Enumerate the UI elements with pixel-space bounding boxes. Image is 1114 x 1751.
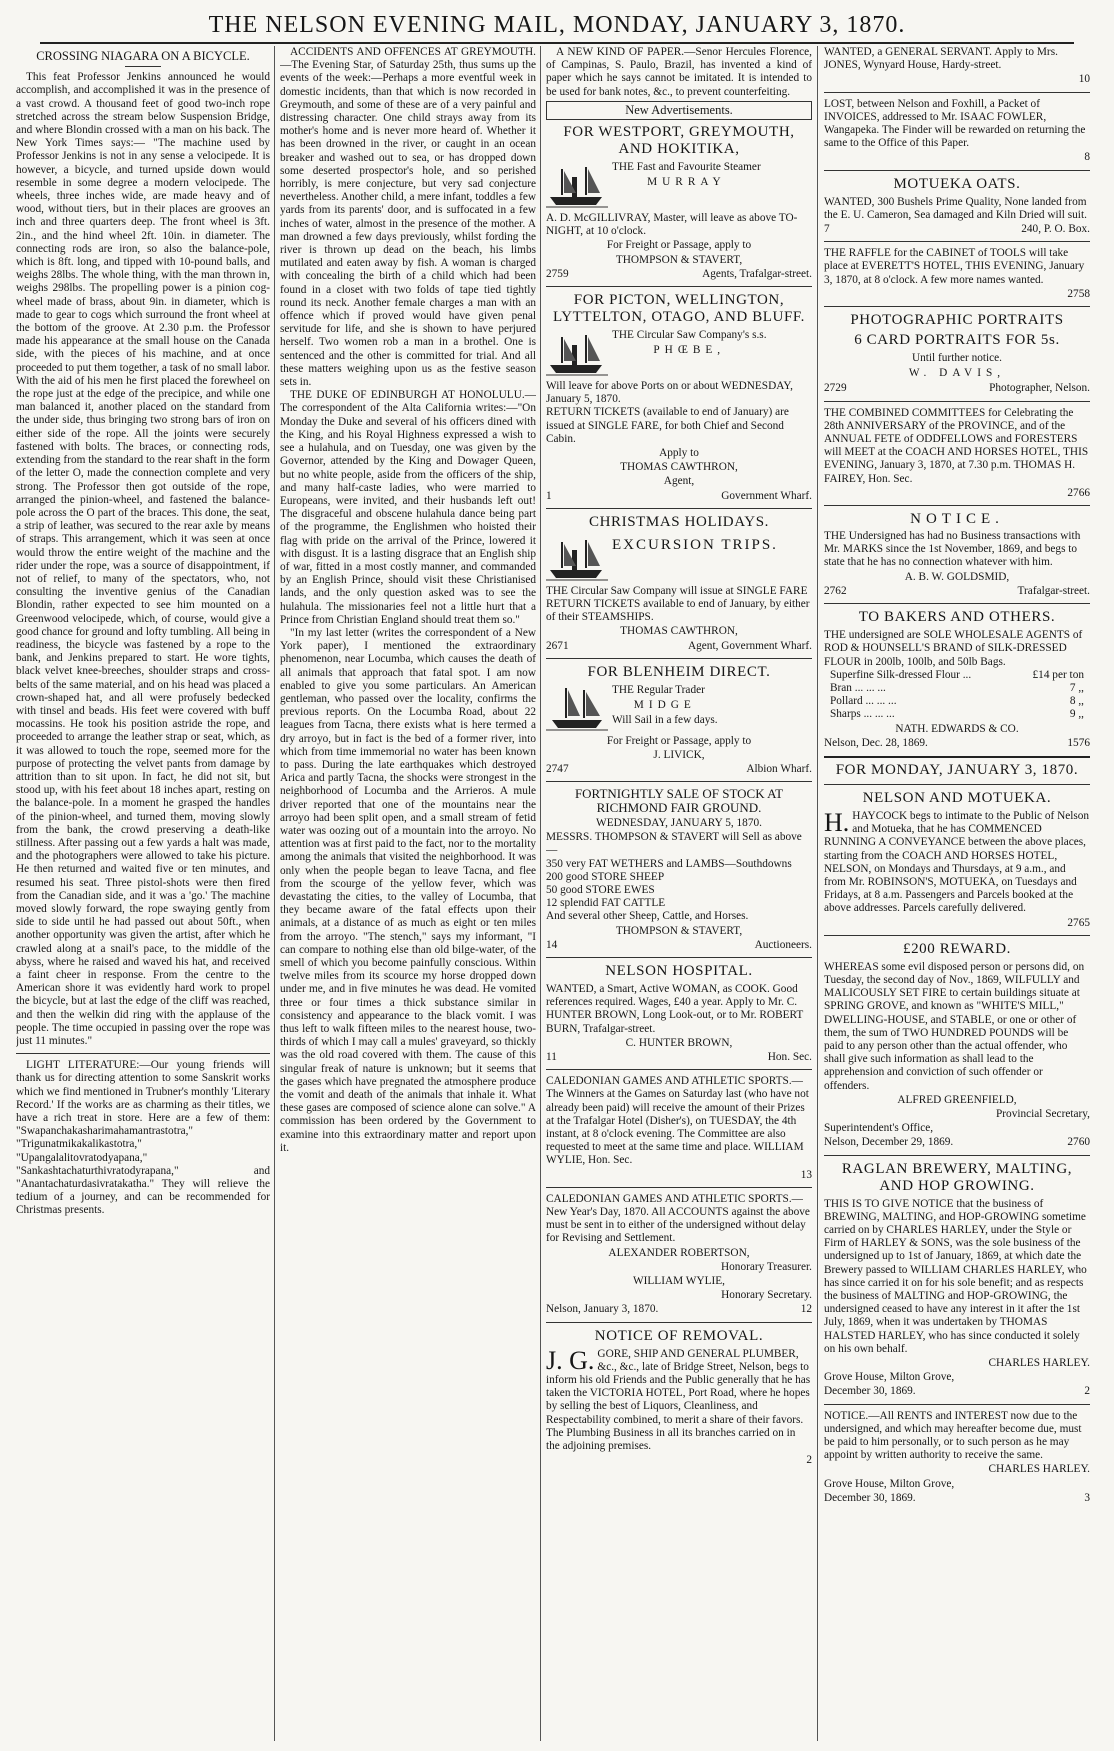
divider <box>546 286 812 287</box>
divider <box>824 1404 1090 1405</box>
steamer-icon <box>546 534 608 582</box>
ad-number: 12 <box>800 1303 812 1316</box>
ad-body: THE Circular Saw Company will issue at SINGLE FARE RETURN TICKETS available to end of January, by either of their STEAMSHIPS. <box>546 584 810 624</box>
ad-title: FOR BLENHEIM DIRECT. <box>587 663 771 680</box>
ad-footer <box>824 737 1090 750</box>
schooner-icon <box>546 684 608 732</box>
divider <box>546 658 812 659</box>
divider <box>546 1322 812 1323</box>
ad-role: 240, P. O. Box. <box>1021 223 1090 236</box>
ad-text: HAYCOCK begs to intimate to the Public of Nelson and Motueka, that he has COMMENCED RUNNING A CONVEYANCE between the above places, starting from the COACH AND HORSES HOTEL, NELSON, on Mondays and Thursdays, at 9 a.m., and from Mr. ROBINSON'S, MOTUEKA, on Tuesdays and Fridays, at 8 a.m. Passengers and Parcels booked at the above addresses. Parcels carefully delivered. <box>824 809 1090 915</box>
ad-heading: 6 CARD PORTRAITS FOR 5s. <box>854 332 1060 349</box>
ship-name: MIDGE <box>633 699 696 712</box>
ad-body: RETURN TICKETS (available to end of January) are issued at SINGLE FARE, for both Chief and Second Cabin. <box>546 406 789 445</box>
ad-body: NOTICE.—All RENTS and INTEREST now due to the undersigned, and which may hereafter become due, must be paid to him personally, or to such person as he may appoint by written authority to receive the same. <box>824 1409 1082 1462</box>
ad-line: THE Regular Trader <box>612 683 705 696</box>
divider <box>824 170 1090 171</box>
ad-date: WEDNESDAY, JANUARY 5, 1870. <box>596 816 762 829</box>
ad-footer <box>546 640 812 653</box>
ad-line: 50 good STORE EWES <box>546 883 655 896</box>
ad-title: FORTNIGHTLY SALE OF STOCK AT RICHMOND FAIR GROUND. <box>574 786 784 815</box>
ad-number: 7 <box>824 223 830 236</box>
divider <box>824 784 1090 785</box>
ad-number: 14 <box>546 938 558 951</box>
ad-line: Grove House, Milton Grove, <box>824 1371 955 1384</box>
ad-number: 8 <box>1084 151 1090 164</box>
ad-date: December 30, 1869. <box>824 1385 916 1398</box>
ad-role: Hon. Sec. <box>767 1050 812 1063</box>
ad-number: 13 <box>800 1168 812 1181</box>
ad-body: Will leave for above Ports on or about WEDNESDAY, January 5, 1870. <box>546 380 793 406</box>
ad-number: 3 <box>1084 1491 1090 1504</box>
divider <box>824 505 1090 506</box>
ad-title: CHRISTMAS HOLIDAYS. <box>588 513 770 530</box>
ad-line: For Freight or Passage, apply to <box>606 239 752 252</box>
ad-footer <box>546 939 812 952</box>
article-body: LIGHT LITERATURE:—Our young friends will thank us for directing attention to some Sanskrit works which we find mentioned in Trubner's monthly 'Literary Record.' If the works are as charming as their titles, we have a rich treat in store. Here are a few of them: "Swapanchakasharimahamantrastotra," "Trigunatmikakalikastotra," "Upangalalitovratodyapana," "Sankashtachaturthivratodyrapana," and "Anantachaturdasivratakatha." They will relieve the tedium of a journey, and can be recommended for Christmas presents. <box>16 1059 270 1217</box>
ad-title: RAGLAN BREWERY, MALTING, AND HOP GROWING. <box>841 1160 1073 1194</box>
ad-signature: A. B. W. GOLDSMID, <box>904 570 1010 583</box>
divider <box>546 1187 812 1188</box>
ad-number: 2759 <box>546 267 569 280</box>
ad-footer <box>546 1051 812 1064</box>
ad-line: Grove House, Milton Grove, <box>824 1477 955 1490</box>
divider <box>546 781 812 782</box>
ship-name: MURRAY <box>647 176 726 189</box>
ad-body: A. D. McGILLIVRAY, Master, will leave as above TO-NIGHT, at 10 o'clock. <box>546 212 798 238</box>
drop-initials: H. <box>824 807 850 837</box>
divider <box>16 1053 270 1054</box>
ad-signature: THOMPSON & STAVERT, <box>615 924 743 937</box>
ad-number: 2 <box>1084 1385 1090 1398</box>
article-body: A NEW KIND OF PAPER.—Senor Hercules Florence, of Campinas, S. Paulo, Brazil, has invented a kind of paper which he says cannot be imitated. It is intended to be used for bank notes, &c., to prevent counterfeiting. <box>546 46 812 98</box>
ad-title: NOTICE OF REMOVAL. <box>594 1327 764 1344</box>
ad-title: NOTICE. <box>910 511 1004 528</box>
ad-block <box>546 534 812 582</box>
ad-number: 11 <box>546 1050 557 1063</box>
column-1 <box>16 46 270 1741</box>
ad-footer <box>546 268 812 281</box>
ad-body: THE COMBINED COMMITTEES for Celebrating the 28th ANNIVERSARY of the PROVINCE, and of the ANNUAL FETE of ODDFELLOWS and FORESTERS will MEET at the COACH AND HORSES HOTEL, THIS EVENING, January 3, 1870, at 7.30 p.m. THOMAS H. FAIREY, Hon. Sec. <box>824 406 1089 485</box>
ad-role: Agent, Government Wharf. <box>687 639 812 652</box>
divider <box>824 603 1090 604</box>
price-item: Sharps ... ... ... <box>830 708 895 721</box>
column-2 <box>280 46 536 1741</box>
ad-body: WANTED, 300 Bushels Prime Quality, None landed from the E. U. Cameron, Sea damaged and Kiln Dried will suit. <box>824 195 1087 221</box>
price-item: Bran ... ... ... <box>830 681 886 694</box>
ad-title: FOR MONDAY, JANUARY 3, 1870. <box>835 761 1079 778</box>
ad-footer <box>824 382 1090 395</box>
ad-signature: C. HUNTER BROWN, <box>625 1036 733 1049</box>
ad-title: PHOTOGRAPHIC PORTRAITS <box>850 312 1064 329</box>
price-item: Pollard ... ... ... <box>830 695 897 708</box>
ad-number: 2 <box>806 1454 812 1467</box>
article-body: ACCIDENTS AND OFFENCES AT GREYMOUTH.—The Evening Star, of Saturday 25th, thus sums up the events of the week:—Perhaps a more eventful week in domestic incidents, than that which is now recorded in Greymouth, and some of these are of a very painful and distressing character. One child strays away from its mother's home and is never more heard of. Whether it has been drowned in the river, or caught in an ocean breaker and washed out to sea, or has dropped down some deserted prospector's hole, and so perished horribly, is mere conjecture, but very sad conjecture nevertheless. Another child, a mere infant, toddles a few yards from its parents' door, and is suffocated in a few inches of water, almost in the presence of the mother. A man drowned a few days previously, whilst fording the river is thrown up dead on the beach, his limbs mutilated and eaten away by fish. A woman is charged with concealing the birth of a child which had been found in a closet with two folds of tape tied tightly round its neck. Another female charges a man with an offence which if proved would have given penal servitude for life, and she is shown to have perjured herself. Two women rob a man in a brothel. One is sentenced and the other is committed for trial. And all these matters weighing upon us as the festive season sets in. <box>280 46 536 389</box>
ad-body: CALEDONIAN GAMES AND ATHLETIC SPORTS.—The Winners at the Games on Saturday last (who have not already been paid) will receive the amount of their Prizes at the Trafalgar Hotel (Disher's), on TUESDAY, the 4th instant, at 8 o'clock evening. The Committee are also requested to meet at the same time and place. WILLIAM WYLIE, Hon. Sec. <box>546 1075 809 1167</box>
price-value: 7 ,, <box>1069 681 1084 694</box>
steamer-icon <box>546 329 608 377</box>
ad-role: Agents, Trafalgar-street. <box>702 267 812 280</box>
ad-role: Agent, <box>663 475 695 488</box>
price-row <box>824 695 1090 708</box>
ad-date: Nelson, December 29, 1869. <box>824 1136 954 1149</box>
ad-line: Will Sail in a few days. <box>612 714 718 727</box>
ad-signature: THOMPSON & STAVERT, <box>615 253 743 266</box>
divider <box>824 241 1090 242</box>
ad-signature: CHARLES HARLEY. <box>988 1463 1090 1476</box>
ad-number: 2758 <box>1067 287 1090 300</box>
ad-signature: ALEXANDER ROBERTSON, <box>608 1246 750 1259</box>
ad-body <box>824 807 1090 916</box>
divider <box>824 306 1090 307</box>
ad-line: For Freight or Passage, apply to <box>606 734 752 747</box>
ad-body: LOST, between Nelson and Foxhill, a Packet of INVOICES, addressed to Mr. ISAAC FOWLER, Wangapeka. The Finder will be rewarded on returning the same to the Office of this Paper. <box>824 97 1086 150</box>
ad-footer <box>546 1303 812 1316</box>
ad-role: Photographer, Nelson. <box>989 382 1090 395</box>
divider <box>824 756 1090 758</box>
column-rule <box>274 46 275 1741</box>
ad-body: CALEDONIAN GAMES AND ATHLETIC SPORTS.—New Year's Day, 1870. All ACCOUNTS against the above must be sent in to either of the undersigned without delay for Revising and Settlement. <box>546 1192 810 1245</box>
ad-date: Nelson, Dec. 28, 1869. <box>824 736 928 749</box>
ad-text: GORE, SHIP AND GENERAL PLUMBER, &c., &c., late of Bridge Street, Nelson, begs to inform his old Friends and the Public generally that he has taken the VICTORIA HOTEL, Port Road, where he hopes by selling the best of Liquors, Cleanliness, and Respectability combined, to merit a share of their favors. The Plumbing Business in all its branches carried on in the adjoining premises. <box>546 1347 811 1453</box>
ad-footer <box>824 223 1090 236</box>
price-row <box>824 682 1090 695</box>
ad-body: WHEREAS some evil disposed person or persons did, on Tuesday, the second day of Nov., 1869, WILFULLY and MALICOUSLY SET FIRE to certain buildings situate at SPRING GROVE, and known as "WHITE'S MILL," DWELLING-HOUSE, and STABLE, or one or other of them, the sum of TWO HUNDRED POUNDS will be paid to any person other than the actual offender, who shall give such information as shall lead to the apprehension and conviction of such offender or offenders. <box>824 960 1085 1092</box>
ad-line: Superintendent's Office, <box>824 1122 934 1135</box>
column-rule <box>817 46 818 1741</box>
ad-heading: EXCURSION TRIPS. <box>612 536 778 553</box>
ship-name: PHŒBE, <box>653 344 726 357</box>
ad-role: Auctioneers. <box>754 938 812 951</box>
article-title: CROSSING NIAGARA ON A BICYCLE. <box>36 49 250 63</box>
ad-number: 2760 <box>1067 1136 1090 1149</box>
ad-number: 1576 <box>1067 736 1090 749</box>
divider <box>824 92 1090 93</box>
drop-initials: J. G. <box>546 1345 595 1375</box>
column-rule <box>540 46 541 1741</box>
ad-number: 2762 <box>824 584 847 597</box>
ad-number: 10 <box>1078 73 1090 86</box>
price-value: 9 ,, <box>1069 708 1084 721</box>
ad-title: TO BAKERS AND OTHERS. <box>858 609 1056 626</box>
ad-footer <box>546 763 812 776</box>
ad-title: MOTUEKA OATS. <box>893 175 1021 192</box>
ad-signature: THOMAS CAWTHRON, <box>620 461 738 474</box>
ad-footer <box>824 585 1090 598</box>
ad-body <box>546 1345 812 1454</box>
divider <box>125 66 161 67</box>
ad-number: 2765 <box>1067 916 1090 929</box>
ad-role: Provincial Secretary, <box>996 1107 1090 1120</box>
divider <box>546 508 812 509</box>
ad-line: Until further notice. <box>911 352 1003 365</box>
ad-block <box>546 161 812 209</box>
ad-role: Trafalgar-street. <box>1017 584 1090 597</box>
ad-footer <box>546 490 812 503</box>
price-value: 8 ,, <box>1069 695 1084 708</box>
ad-signature: J. LIVICK, <box>653 749 705 762</box>
ad-role: Honorary Treasurer. <box>721 1260 812 1273</box>
divider <box>546 1069 812 1070</box>
ad-signature: WILLIAM WYLIE, <box>632 1274 726 1287</box>
ad-number: 2747 <box>546 763 569 776</box>
ad-heading: NELSON AND MOTUEKA. <box>862 789 1052 806</box>
ad-line: THE Fast and Favourite Steamer <box>612 161 761 174</box>
ad-date: Nelson, January 3, 1870. <box>546 1303 659 1316</box>
ad-number: 1 <box>546 489 552 502</box>
ad-role: Honorary Secretary. <box>721 1289 812 1302</box>
masthead: THE NELSON EVENING MAIL, MONDAY, JANUARY 3, 1870. <box>40 8 1074 44</box>
ad-date: December 30, 1869. <box>824 1491 916 1504</box>
article-body: "In my last letter (writes the correspondent of a New York paper), I mentioned the extraordinary phenomenon, near Locumba, which causes the death of all animals that approach that fatal spot. I am now enabled to give you some particulars. An American gentleman, who passed over the locality, confirms the previous reports. On the Locumba Road, about 22 leagues from Tacna, there exists what is here termed a dry arroyo, but in fact is the bed of a former river, into which from time immemorial no water has been known to pass. During the late earthquakes which destroyed Arica and partly Tacna, the shocks were strongest in the neighborhood of Locumba and the Arrieros. A mule driver reported that one of the mountains near the arroyo had been split open, and a small stream of fetid water was oozing out of a mountain into the arroyo. No attention was at first paid to the fact, nor to the mortality among the animals that visited the neighborhood. It was only when the people began to leave Tacna, and flee from the scourge of the yellow fever, which was devastating the cities, to the valley of Locumba, that they became aware of the fatal effects upon their animals, at a distance of as much as eight or ten miles from the arroyo. "The stench," says my informant, "I can compare to nothing else than old bilge-water, of the smell of which you become painfully conscious. Within twelve miles from its scource my horse dropped down under me, and in five minutes he was dead. He vomited three or four times a thick substance similar in consistency and appearance to the black vomit. I was thus left to walk fifteen miles to the nearest house, two-thirds of which I may call a mules' graveyard, so thickly was the old road covered with them. The cause of this singular freak of nature is unknown; but it seems that the gases which have pregnated the atmosphere produce the vomit and death of the animals that inhale it. What these gases are composed of science alone can solve." A commission has been ordered by the Government to examine into this extraordinary matter and report upon it. <box>280 626 536 1154</box>
ad-line: And several other Sheep, Cattle, and Horses. <box>546 910 749 923</box>
section-banner: New Advertisements. <box>546 101 812 120</box>
ad-line: THE Circular Saw Company's s.s. <box>612 329 767 342</box>
ad-line: 200 good STORE SHEEP <box>546 870 665 883</box>
divider <box>546 957 812 958</box>
ad-body: THE Undersigned has had no Business transactions with Mr. MARKS since the 1st November, 1869, and begs to state that he has no connection whatever with him. <box>824 530 1081 569</box>
price-row <box>824 708 1090 721</box>
divider <box>824 1155 1090 1156</box>
ad-role: Government Wharf. <box>721 489 812 502</box>
ad-signature: THOMAS CAWTHRON, <box>620 625 738 638</box>
ad-line: Apply to <box>659 447 699 460</box>
price-value: £14 per ton <box>1032 668 1084 681</box>
ad-body: THIS IS TO GIVE NOTICE that the business of BREWING, MALTING, and HOP-GROWING sometime carried on by CHARLES HARLEY, under the Style or Firm of HARLEY & SONS, was the sole business of the undersigned up to 1st of January, 1869, at which date the Brewery passed to WILLIAM CHARLES HARLEY, who has since carried it on for his sole benefit; and as respects the business of MALTING and HOP-GROWING, the undersigned ceased to have any interest in it after the 1st July, 1869, when it was undertaken by THOMAS HALSTED HARLEY, who has since conducted it solely on his own behalf. <box>824 1197 1087 1355</box>
divider <box>824 935 1090 936</box>
column-4 <box>824 46 1090 1741</box>
ad-body: MESSRS. THOMPSON & STAVERT will Sell as above— <box>546 831 802 857</box>
ad-title: FOR WESTPORT, GREYMOUTH, AND HOKITIKA, <box>563 124 795 158</box>
ad-signature: W. DAVIS, <box>908 367 1006 380</box>
ad-body: THE undersigned are SOLE WHOLESALE AGENTS of ROD & HOUNSELL'S BRAND of SILK-DRESSED FLOUR in 200lb, 100lb, and 50lb Bags. <box>824 629 1083 668</box>
article-body: This feat Professor Jenkins announced he would accomplish, and accomplished it was in the presence of a vast crowd. A thousand feet of good two-inch rope stretched across the stream below Suspension Bridge, and where Blondin crossed with a man on his back. The New York Times says:— "The machine used by Professor Jenkins is not in any sense a velocipede. It is however, a bicycle, and turned upside down would resemble in some degree a modern velocipede. The wheels, three inches wide, are made heavy and of wood, without tiers, but in their places are grooves an inch and three quarters deep. The front wheel is 3ft. 2in., and the hind wheel 2ft. 10in. in diameter. The connecting rods are iron, so also the balance-pole, which is 8ft. long, and tipped with 10-pound balls, and weighs 28lbs. The whole thing, with the man thrown in, weighs 298lbs. The propelling power is a pinion cog-wheel made of brass, about 9in. in diameter, which is made to gear to cogs which surround the front wheel at the bottom of the groove. At 2.30 p.m. the Professor made his appearance at the small house on the Canada side, with the pieces of his machine, and at once proceeded to put them together, a task of no small labor. With the aid of his men he first placed the forewheel on the rope just at the edge of the precipice, and while one man balanced it, another placed on the standard from the under side, thus bringing two strong bars of iron on either side of the rope. All the joints were securely fastened with bolts. The braces, or connecting rods, extending from the standard to the rear shaft in the form of the letter O, made the connection complete and very strong. The Professor then got outside of the rope, arranged the pinion-wheel, and fastened the balance-pole across the O part of the braces. This done, the seat, a strip of leather, was secured to the rear axle by means of straps. This arrangement, which it was seen at once would throw the entire weight of the machine and the rider under the rope, was a source of disappointment, if not of relief, to many of the spectators, who, not consulting the inventive genius of the Canadian Blondin, rather expected to see him mounted on a Greenwood velocipede, which, of course, would give a good chance for ground and lofty tumbling. All being in readiness, the bicycle was fastened by a rope to the bank, and Jenkins prepared to start. He wore tights, black velvet knee-breeches, shoulder straps and cross-belts of the same material, and on his head was placed a crown-shaped hat, and all were profusely bedecked with tinsel and beads. His feet were covered with buff mocassins. He took his position astride the rope, and proceeded to arrange the leather strap or seat, which, as it was allowed to touch the rope, seemed more for the purpose of protecting the velvet pants from damage by attrition than to sit upon. In fact, he did not sit, but stood up, with his feet about 18 inches apart, resting on the balance-pole. In a moment he grasped the handles of the pinion-wheel, and turned them, moving slowly from the bank, the crowd preserving a death-like stillness. After passing out a few yards a halt was made, and the photographers were allowed to take his picture. He then returned and waited five or ten minutes, and resumed his seat. Three pistol-shots were then fired from the Canadian side, and it was a 'go.' The machine moved slowly forward, the rope swaying gently from side to side until he had passed out about 50ft., when another opportunity was given the artist, after which he crawled along at a snail's pace, to the middle of the abyss, where he raised and waved his hat, and received a faint cheer in response. From the centre to the American shore it was evidently hard work to propel the bicycle, but at last the edge of the cliff was reached, and then the welkin did ring with the applause of the people. The time occupied in passing over the rope was just 11 minutes." <box>16 71 270 1048</box>
column-3 <box>546 46 812 1741</box>
price-item: Superfine Silk-dressed Flour ... <box>830 668 972 681</box>
ad-signature: ALFRED GREENFIELD, <box>897 1093 1017 1106</box>
ad-signature: NATH. EDWARDS & CO. <box>895 722 1019 735</box>
ad-block <box>546 684 812 732</box>
ad-footer <box>824 1492 1090 1505</box>
ad-footer <box>824 1385 1090 1398</box>
ad-line: 12 splendid FAT CATTLE <box>546 897 666 910</box>
ad-number: 2766 <box>1067 486 1090 499</box>
ad-body: WANTED, a GENERAL SERVANT. Apply to Mrs. JONES, Wynyard House, Hardy-street. <box>824 46 1058 72</box>
ad-body: WANTED, a Smart, Active WOMAN, as COOK. Good references required. Wages, £40 a year. Apply to Mr. C. HUNTER BROWN, Long Look-out, or to Mr. ROBERT BURN, Trafalgar-street. <box>546 982 804 1035</box>
price-row <box>824 669 1090 682</box>
ad-role: Albion Wharf. <box>746 763 812 776</box>
ad-title: NELSON HOSPITAL. <box>605 962 753 979</box>
ad-signature: CHARLES HARLEY. <box>988 1357 1090 1370</box>
ad-line: 350 very FAT WETHERS and LAMBS—Southdowns <box>546 857 792 870</box>
ad-number: 2671 <box>546 639 569 652</box>
article-body: THE DUKE OF EDINBURGH AT HONOLULU.—The correspondent of the Alta California writes:—"On Monday the Duke and several of his officers dined with the King, and his Royal Highness expressed a wish to see a hulahula, and on Tuesday, one was given by the Governor, attended by the King and Dowager Queen, but no white people, aside from the officers of the ship, and many half-caste ladies, who were married to Europeans, were invited, and their husbands left out! The disgraceful and obscene hulahula dance being part of the programme, the Englishmen who hoisted their flag with pride on the arrival of the Prince, lowered it with disgust. It is a lasting disgrace that an English ship of war, fitted in a most costly manner, and commanded by an English Prince, should visit these Christianised lands, and the only question asked was to see the hulahula. The missionaries feel not a little hurt that a Prince from Christian England should treat them so." <box>280 389 536 626</box>
ad-body: THE RAFFLE for the CABINET of TOOLS will take place at EVERETT'S HOTEL, THIS EVENING, January 3, 1870, at 8 o'clock. A few more names wanted. <box>824 247 1085 286</box>
ad-title: FOR PICTON, WELLINGTON, LYTTELTON, OTAGO, AND BLUFF. <box>552 292 806 326</box>
ad-block <box>546 329 812 377</box>
ad-title: £200 REWARD. <box>902 940 1012 957</box>
divider <box>824 401 1090 402</box>
ad-footer <box>824 1136 1090 1149</box>
steamer-icon <box>546 161 608 209</box>
ad-number: 2729 <box>824 382 847 395</box>
